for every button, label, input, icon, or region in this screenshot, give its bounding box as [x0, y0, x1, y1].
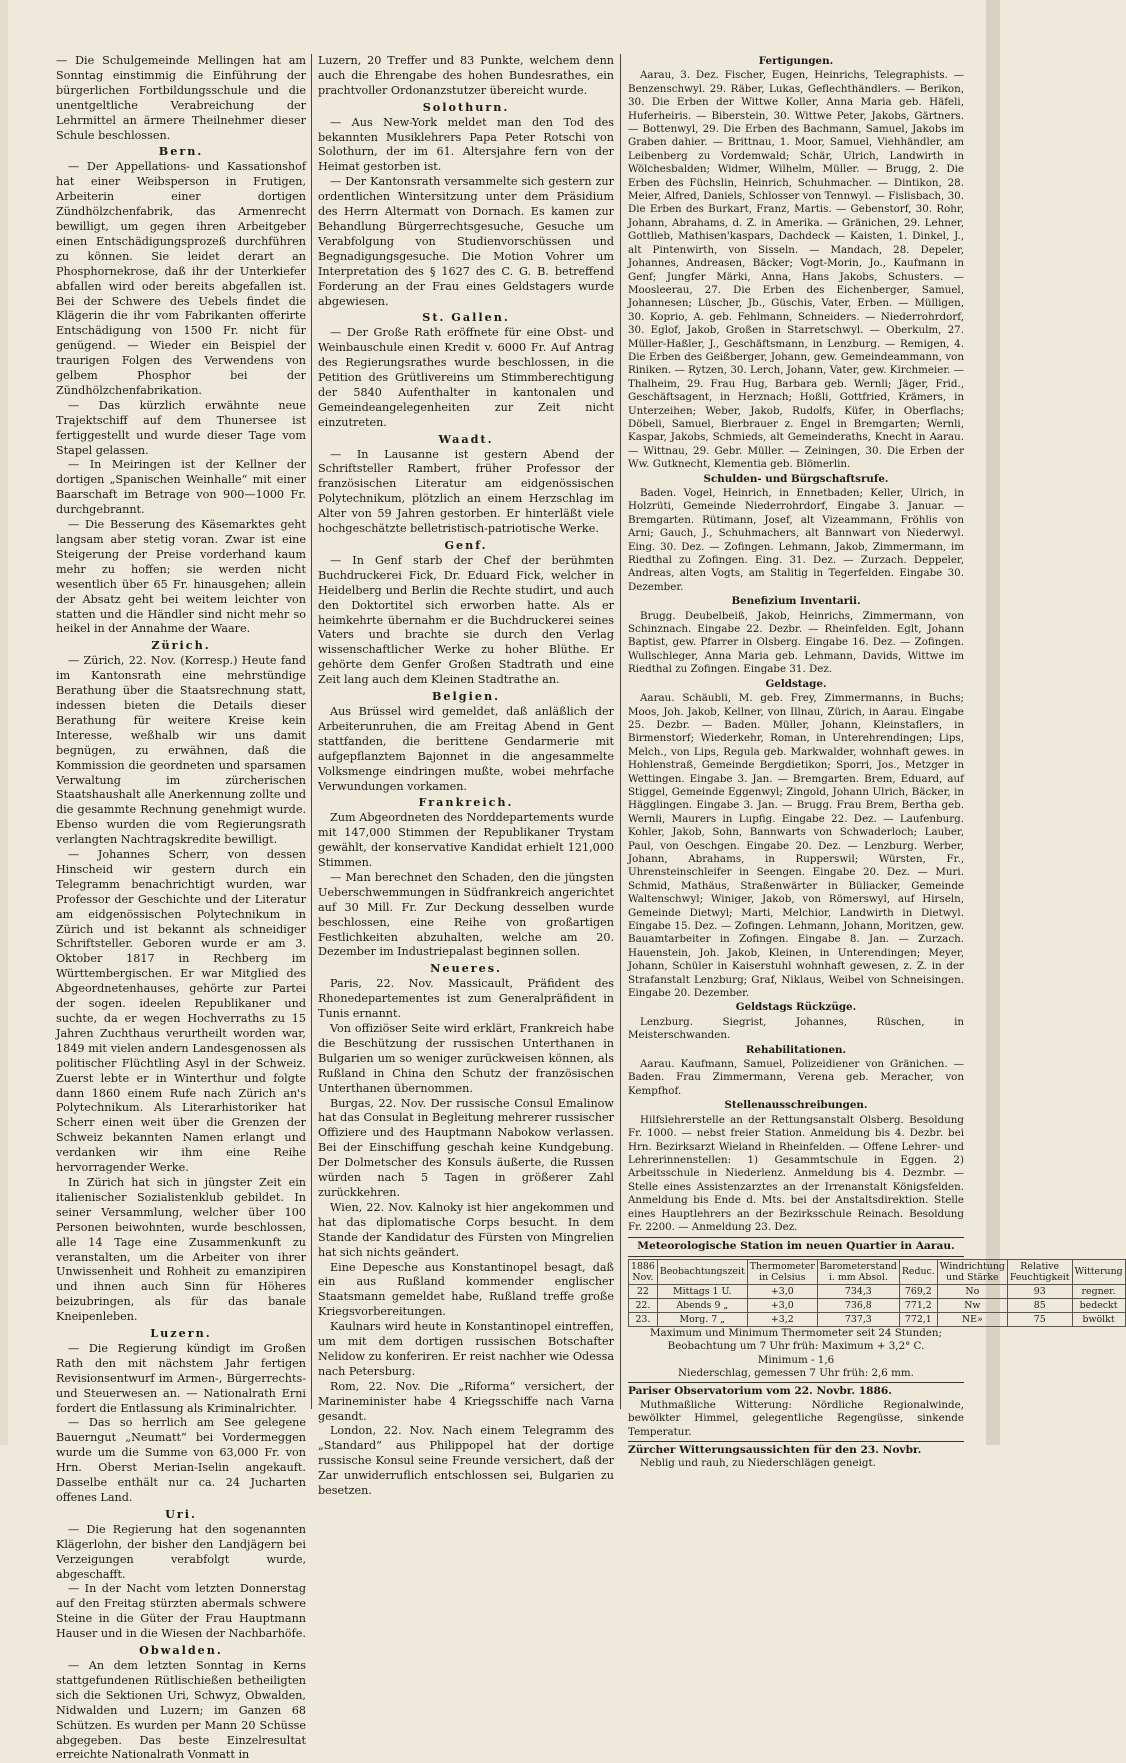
table-row	[629, 1312, 1126, 1326]
article: Luzern, 20 Treffer und 83 Punkte, welchem denn auch die Ehrengabe des hohen Bundesrathes, ein prachtvoller Ordonanzstutzer übereicht wurde.	[318, 54, 614, 97]
article: — Das so herrlich am See gelegene Bauerngut „Neumatt“ bei Vordermeggen wurde um die Summe von 63,000 Fr. von Hrn. Oberst Merian-Iselin angekauft. Dasselbe enthält nur ca. 24 Jucharten offenes Land.	[56, 1416, 306, 1504]
column-rule	[620, 54, 621, 1409]
article: — Man berechnet den Schaden, den die jüngsten Ueberschwemmungen in Südfrankreich angerichtet auf 30 Mill. Fr. Zur Deckung desselben wurde beschlossen, eine Reihe von großartigen Festlichkeiten abzuhalten, welche am 20. Dezember im Industriepalast beginnen sollen.	[318, 870, 614, 959]
weather-table-header	[629, 1259, 1126, 1284]
article: Wien, 22. Nov. Kalnoky ist hier angekommen und hat das diplomatische Corps besucht. In dem Stande der Kandidatur des Fürsten von Mingrelien hat sich nichts geändert.	[318, 1200, 614, 1259]
article: Eine Depesche aus Konstantinopel besagt, daß ein aus Rußland kommender englischer Staatsmann gemeldet habe, Rußland treffe große Kriegsvorbereitungen.	[318, 1260, 614, 1319]
article: Zum Abgeordneten des Norddepartements wurde mit 147,000 Stimmen der Republikaner Trystam gewählt, der konservative Kandidat erhielt 121,000 Stimmen.	[318, 811, 614, 870]
table-row	[629, 1284, 1126, 1298]
weather-note: Beobachtung um 7 Uhr früh: Maximum + 3,2° C.	[667, 1340, 925, 1353]
table-cell: bwölkt	[1072, 1312, 1125, 1326]
header-cell: 1886 Nov.	[629, 1259, 658, 1284]
column-3	[628, 54, 1123, 1471]
column-1	[56, 54, 306, 1763]
header-cell: Barometerstand i. mm Absol.	[817, 1259, 899, 1284]
table-cell: Abends 9 „	[657, 1298, 747, 1312]
article: — In Genf starb der Chef der berühmten Buchdruckerei Fick, Dr. Eduard Fick, welcher in Heidelberg und Berlin die Rechte studirt, und auch den Doktortitel sich erworben hatte. Als er heimkehrte übernahm er die Buchdruckerei seines Vaters und brachte sie durch den Verlag wissenschaftlicher Werke zu hoher Blüthe. Er gehörte dem Genfer Großen Stadtrath und eine Zeit lang auch dem Kleinen Stadtrathe an.	[318, 553, 614, 687]
article: — Aus New-York meldet man den Tod des bekannten Musiklehrers Papa Peter Rotschi von Solothurn, der im 61. Altersjahre fern von der Heimat gestorben ist.	[318, 115, 614, 174]
section-heading-zurich: Zürich.	[151, 638, 211, 653]
notice: Baden. Vogel, Heinrich, in Ennetbaden; Keller, Ulrich, in Holzrüti, Gemeinde Niederrohrdorf, Eingabe 3. Januar. — Bremgarten. Rütimann, Josef, alt Vizeammann, Fröhlis von Arni; Gauch, J., Schuhmachers, alt Bannwart von Niederwyl. Eing. 30. Dez. — Zofingen. Lehmann, Jakob, Zimmermann, im Riedthal zu Zofingen. Eing. 31. Dez. — Zurzach. Deppeler, Andreas, alten Vogts, am Stalitig in Tegerfelden. Eingabe 30. Dezember.	[628, 487, 964, 593]
header-cell: Windrichtung und Stärke	[937, 1259, 1007, 1284]
header-cell: Reduc.	[899, 1259, 937, 1284]
article: In Zürich hat sich in jüngster Zeit ein italienischer Sozialistenklub gebildet. In seiner Versammlung, welcher über 100 Personen beiwohnten, wurde beschlossen, alle 14 Tage eine Zusammenkunft zu veranstalten, um die Arbeiter von ihrer Unwissenheit und Rohheit zu emanzipiren und ihnen auch Sinn für Höheres beizubringen, als für das banale Kneipenleben.	[56, 1175, 306, 1324]
table-cell: 22	[629, 1284, 658, 1298]
page-right-edge	[986, 0, 1000, 1445]
zurich-forecast-title: Zürcher Witterungsaussichten für den 23. Novbr.	[628, 1441, 964, 1457]
section-heading-genf: Genf.	[444, 538, 488, 552]
table-cell: 771,2	[899, 1298, 937, 1312]
section-heading-luzern: Luzern.	[150, 1326, 212, 1341]
section-heading-fertigungen: Fertigungen.	[758, 55, 834, 67]
table-cell: 736,8	[817, 1298, 899, 1312]
article: — In Meiringen ist der Kellner der dortigen „Spanischen Weinhalle“ mit einer Baarschaft im Betrage von 900—1000 Fr. durchgebrannt.	[56, 458, 306, 517]
notice: Aarau. Schäubli, M. geb. Frey, Zimmermanns, in Buchs; Moos, Joh. Jakob, Kellner, von Illnau, Zürich, in Aarau. Eingabe 25. Dezbr. — Baden. Müller, Johann, Kleinstaflers, in Birmenstorf; Wiederkehr, Roman, in Unterehrendingen; Lips, Melch., von Lips, Regula geb. Markwalder, wohnhaft gewes. in Hohlenstraß, Gemeinde Bergdietikon; Sporri, Jos., Metzger in Wettingen. Eingabe 3. Jan. — Bremgarten. Brem, Eduard, auf Stiggel, Gemeinde Eggenwyl; Zingold, Johann Ulrich, Bäcker, in Hägglingen. Eingabe 3. Jan. — Brugg. Frau Brem, Bertha geb. Wernli, Maurers in Lupfig. Eingabe 22. Dez. — Laufenburg. Kohler, Jakob, Sohn, Bannwarts von Schwaderloch; Lauber, Paul, von Oeschgen. Eingabe 20. Dez. — Lenzburg. Werber, Johann, Abrahams, in Rupperswil; Würsten, Fr., Uhrensteinschleifer in Seengen. Eingabe 20. Dez. — Muri. Schmid, Mathäus, Straßenwärter in Büliacker, Gemeinde Waltenschwyl; Winiger, Jakob, von Römerswyl, auf Hirseln, Gemeinde Dietwyl; Marti, Melchior, Landwirth in Dietwyl. Eingabe 15. Dez. — Zofingen. Lehmann, Johann, Moritzen, gew. Bauamtarbeiter in Zofingen. Eingabe 8. Jan. — Zurzach. Hauenstein, Joh. Jakob, Kleinen, in Unterendingen; Meyer, Johann, Schüler in Kaiserstuhl wohnhaft gewesen, z. Z. in der Strafanstalt Lenzburg; Graf, Niklaus, Weibel von Schneisingen. Eingabe 20. Dezember.	[628, 692, 964, 1000]
article: — Die Besserung des Käsemarktes geht langsam aber stetig voran. Zwar ist eine Steigerung der Preise vorderhand kaum mehr zu hoffen; sie werden nicht wesentlich über 65 Fr. hinausgehen; allein der Absatz geht bei weitem leichter von statten und die Händler sind nicht mehr so heikel in der Annahme der Waare.	[56, 518, 306, 636]
header-cell: Thermometer in Celsius	[747, 1259, 817, 1284]
table-cell: 769,2	[899, 1284, 937, 1298]
table-cell: No	[937, 1284, 1007, 1298]
article: Paris, 22. Nov. Massicault, Präfident des Rhonedepartementes ist zum Generalpräfident in Tunis ernannt.	[318, 977, 614, 1021]
article: — Die Regierung hat den sogenannten Klägerlohn, der bisher den Landjägern bei Verzeigungen verabfolgt wurde, abgeschafft.	[56, 1522, 306, 1581]
section-heading-solothurn: Solothurn.	[422, 99, 510, 114]
article: — Der Kantonsrath versammelte sich gestern zur ordentlichen Wintersitzung unter dem Präsidium des Herrn Altermatt von Dornach. Es kamen zur Behandlung Bürgerrechtsgesuche, Gesuche um Verabfolgung von Studienvorschüssen und Begnadigungsgesuche. Die Motion Vohrer um Interpretation des § 1627 des C. G. B. betreffend Forderung an der Frau eines Geldstagers wurde abgewiesen.	[318, 175, 614, 308]
table-cell: 734,3	[817, 1284, 899, 1298]
article: London, 22. Nov. Nach einem Telegramm des „Standard“ aus Philippopel hat der dortige russische Konsul seine Freunde versichert, daß der Zar unwiderruflich entschlossen sei, Bulgarien zu besetzen.	[318, 1424, 614, 1498]
table-cell: 85	[1007, 1298, 1072, 1312]
section-heading-belgien: Belgien.	[431, 689, 501, 704]
table-cell: +3,2	[747, 1312, 817, 1326]
weather-note: Minimum - 1,6	[757, 1353, 835, 1366]
section-heading-uri: Uri.	[165, 1506, 197, 1521]
section-heading-schuldenrufe: Schulden- und Bürgschaftsrufe.	[703, 472, 889, 485]
notice: Aarau. Kaufmann, Samuel, Polizeidiener von Gränichen. — Baden. Frau Zimmermann, Verena geb. Meracher, von Kempfhof.	[628, 1058, 964, 1097]
article: — Die Regierung kündigt im Großen Rath den mit nächstem Jahr fertigen Revisionsentwurf im Armen-, Bürgerrechts- und Steuerwesen an. — Nationalrath Erni fordert die Entlassung als Kriminalrichter.	[56, 1341, 306, 1415]
header-cell: Relative Feuchtigkeit	[1007, 1259, 1072, 1284]
observatory-text: Muthmaßliche Witterung: Nördliche Regionalwinde, bewölkter Himmel, gelegentliche Regengüsse, sinkende Temperatur.	[628, 1398, 964, 1438]
table-cell: bedeckt	[1072, 1298, 1125, 1312]
article: — Der Appellations- und Kassationshof hat einer Weibsperson in Frutigen, Arbeiterin einer dortigen Zündhölzchenfabrik, das Armenrecht bewilligt, um gegen ihren Arbeitgeber einen Entschädigungsprozeß durchführen zu können. Sie leidet derart an Phosphornekrose, daß ihr der Unterkiefer abfallen wird oder bereits abgefallen ist. Bei der Schwere des Uebels findet die Klägerin die ihr vom Fabrikanten offerirte Entschädigung von 1500 Fr. nicht für genügend. — Wieder ein Beispiel der traurigen Folgen des Verwendens von gelbem Phosphor bei der Zündhölzchenfabrikation.	[56, 160, 306, 397]
table-cell: Morg. 7 „	[657, 1312, 747, 1326]
section-heading-obwalden: Obwalden.	[139, 1643, 223, 1658]
section-heading-frankreich: Frankreich.	[418, 795, 514, 810]
table-cell: NE»	[937, 1312, 1007, 1326]
section-heading-waadt: Waadt.	[438, 431, 494, 446]
table-cell: +3,0	[747, 1284, 817, 1298]
section-heading-stellen: Stellenausschreibungen.	[724, 1099, 868, 1112]
table-cell: 772,1	[899, 1312, 937, 1326]
article: — Zürich, 22. Nov. (Korresp.) Heute fand im Kantonsrath eine mehrstündige Berathung über die Staatsrechnung statt, indessen bieten die Details dieser Berathung für weitere Kreise kein Interesse, weßhalb wir uns damit begnügen, zu erwähnen, daß die Kommission die geordneten und sparsamen Verwaltung im zürcherischen Staatshaushalt alle Anerkennung zollte und die gesammte Rechnung genehmigt wurde. Ebenso wurden die vom Regierungsrath verlangten Nachtragskredite bewilligt.	[56, 654, 306, 847]
article: Aus Brüssel wird gemeldet, daß anläßlich der Arbeiterunruhen, die am Freitag Abend in Gent stattfanden, die berittene Gendarmerie mit aufgepflanztem Bajonnet in die angesammelte Volksmenge eindringen mußte, wobei mehrfache Verwundungen vorkamen.	[318, 704, 614, 793]
page-left-edge	[0, 0, 8, 1445]
table-cell: regner.	[1072, 1284, 1125, 1298]
article: Rom, 22. Nov. Die „Riforma“ versichert, der Marineminister habe 4 Kriegsschiffe nach Varna gesandt.	[318, 1379, 614, 1423]
notice: Lenzburg. Siegrist, Johannes, Rüschen, in Meisterschwanden.	[628, 1015, 964, 1042]
table-cell: 75	[1007, 1312, 1072, 1326]
table-cell: 23.	[629, 1312, 658, 1326]
column-rule	[311, 54, 312, 1409]
notice: Hilfslehrerstelle an der Rettungsanstalt Olsberg. Besoldung Fr. 1000. — nebst freier Station. Anmeldung bis 4. Dezbr. bei Hrn. Bezirksarzt Wieland in Rheinfelden. — Offene Lehrer- und Lehrerinnenstellen: 1) Gesammtschule in Eggen. 2) Arbeitsschule in Niederlenz. Anmeldung bis 4. Dezmbr. — Stelle eines Assistenzarztes an der Irrenanstalt Königsfelden. Anmeldung bis Ende d. Mts. bei der Anstaltsdirektion. Stelle eines Hauptlehrers an der Bezirksschule Reinach. Besoldung Fr. 2200. — Anmeldung 23. Dez.	[628, 1113, 964, 1233]
zurich-forecast-text: Neblig und rauh, zu Niederschlägen geneigt.	[640, 1457, 876, 1470]
section-heading-bern: Bern.	[158, 144, 204, 159]
table-cell: Nw	[937, 1298, 1007, 1312]
section-heading-rueckzuege: Geldstags Rückzüge.	[735, 1001, 857, 1014]
article: — An dem letzten Sonntag in Kerns stattgefundenen Rütlischießen betheiligten sich die Sektionen Uri, Schwyz, Obwalden, Nidwalden und Luzern; im Ganzen 68 Schützen. Es wurden per Mann 20 Schüsse abgegeben. Das beste Einzelresultat erreichte Nationalrath Vonmatt in	[56, 1658, 306, 1762]
section-heading-stgallen: St. Gallen.	[422, 310, 510, 325]
article: — Das kürzlich erwähnte neue Trajektschiff auf dem Thunersee ist fertiggestellt und wurde dieser Tage vom Stapel gelassen.	[56, 398, 306, 457]
table-cell: +3,0	[747, 1298, 817, 1312]
weather-note: Maximum und Minimum Thermometer seit 24 Stunden;	[650, 1326, 942, 1339]
weather-note: Niederschlag, gemessen 7 Uhr früh: 2,6 mm.	[678, 1366, 914, 1379]
newspaper-page	[56, 54, 1123, 1762]
column-2	[318, 54, 614, 1499]
article: — Johannes Scherr, von dessen Hinscheid wir gestern durch ein Telegramm benachrichtigt wurden, war Professor der Geschichte und der Literatur am eidgenössischen Polytechnikum in Zürich und ist bekannt als schneidiger Schriftsteller. Geboren wurde er am 3. Oktober 1817 in Rechberg im Württembergischen. Er war Mitglied des Abgeordnetenhauses, gehörte zur Partei der sogen. ideelen Republikaner und suchte, da er wegen Hochverraths zu 15 Jahren Zuchthaus verurtheilt worden war, 1849 mit vielen andern Landesgenossen als politischer Flüchtling Asyl in der Schweiz. Zuerst lebte er in Winterthur und folgte dann 1860 einem Rufe nach Zürich an's Polytechnikum. Als Literarhistoriker hat Scherr einen weit über die Grenzen der Schweiz bekannten Namen erlangt und verdanken wir ihm eine Reihe hervorragender Werke.	[56, 848, 306, 1175]
article: Von offiziöser Seite wird erklärt, Frankreich habe die Beschützung der russischen Unterthanen in Bulgarien um so weniger zurückweisen können, als Rußland in China den Schutz der französischen Unterthanen übernommen.	[318, 1022, 614, 1095]
article: Kaulnars wird heute in Konstantinopel eintreffen, um mit dem dortigen russischen Botschafter Nelidow zu konferiren. Er reist nachher wie Odessa nach Petersburg.	[318, 1320, 614, 1378]
article: Burgas, 22. Nov. Der russische Consul Emalinow hat das Consulat in Begleitung mehrerer russischer Offiziere und des Hauptmann Nabokow verlassen. Bei der Einschiffung geschah keine Kundgebung. Der Dolmetscher des Konsuls äußerte, die Russen würden nach 5 Tagen in größerer Zahl zurückkehren.	[318, 1096, 614, 1199]
table-cell: Mittags 1 U.	[657, 1284, 747, 1298]
article: — In Lausanne ist gestern Abend der Schriftsteller Rambert, früher Professor der französischen Literatur am eidgenössischen Polytechnikum, plötzlich an einem Herzschlag im Alter von 59 Jahren gestorben. Er hinterläßt viele hochgeschätzte belletristisch-patriotische Werke.	[318, 447, 614, 536]
notice: Brugg. Deubelbeiß, Jakob, Heinrichs, Zimmermann, von Schinznach. Eingabe 22. Dezbr. — Rheinfelden. Eglt, Johann Baptist, gew. Pfarrer in Olsberg. Eingabe 16. Dez. — Zofingen. Wullschleger, Anna Maria geb. Lehmann, Davids, Wittwe im Riedthal zu Zofingen. Eingabe 31. Dez.	[628, 609, 964, 676]
notice: Aarau, 3. Dez. Fischer, Eugen, Heinrichs, Telegraphists. — Benzenschwyl. 29. Räber, Lukas, Geflechthändlers. — Berikon, 30. Die Erben der Wittwe Koller, Anna Maria geb. Häfeli, Huferheiris. — Biberstein, 30. Wittwe Peter, Jakobs, Gärtners. — Bottenwyl, 29. Die Erben des Bachmann, Samuel, Jakobs im Graben dahier. — Brittnau, 1. Moor, Samuel, Viehhändler, am Leibenberg zu Vordemwald; Schär, Ulrich, Landwirth in Wölchesbalden; Widmer, Wilhelm, Müller. — Brugg, 2. Die Erben des Füchslin, Heinrich, Schuhmacher. — Dintikon, 28. Meier, Alfred, Daniels, Schlosser von Tennwyl. — Fislisbach, 30. Die Erben des Burkart, Franz, Martis. — Gebenstorf, 30. Rohr, Johann, Abrahams, d. Z. in Amerika. — Gränichen, 29. Lehner, Gottlieb, Mathisen'kaspars, Dachdeck — Kaisten, 1. Dinkel, J., alt Pintenwirth, von Sisseln. — Mandach, 28. Depeler, Johannes, Andreasen, Bäcker; Vogt-Morin, Jo., Kaufmann in Genf; Jungfer Märki, Anna, Hans Jakobs, Schusters. — Moosleerau, 27. Die Erben des Eichenberger, Samuel, Johannesen; Lüscher, Jb., Güschis, Vater, Erben. — Mülligen, 30. Koprio, A. geb. Fehlmann, Schneiders. — Niederrohrdorf, 30. Eglof, Jakob, Großen in Starretschwyl. — Oberkulm, 27. Müller-Haßler, J., Geschäftsmann, in Lenzburg. — Remigen, 4. Die Erben des Geißberger, Johann, gew. Gemeindeammann, von Riniken. — Rytzen, 30. Lerch, Johann, Vater, gew. Kirchmeier. — Thalheim, 29. Frau Hug, Barbara geb. Wernli; Jäger, Frid., Geschäftsagent, in Herznach; Hoßli, Gottfried, Krämers, in Unterzeihen; Weber, Jakob, Rudolfs, Küfer, in Oberflachs; Döbeli, Samuel, Bierbrauer z. Engel in Bremgarten; Wernli, Kaspar, Jakobs, Schmieds, alt Gemeinderaths, Knecht in Aarau. — Wittnau, 29. Gebr. Müller. — Zeiningen, 30. Die Erben der Ww. Gutknecht, Klementia geb. Blömerlin.	[628, 69, 964, 471]
weather-table	[628, 1259, 1126, 1327]
table-cell: 93	[1007, 1284, 1072, 1298]
article: — Die Schulgemeinde Mellingen hat am Sonntag einstimmig die Einführung der bürgerlichen Fortbildungsschule und die unentgeltliche Verabreichung der Lehrmittel an ärmere Theilnehmer dieser Schule beschlossen.	[56, 54, 306, 142]
section-heading-neueres: Neueres.	[430, 961, 502, 976]
table-cell: 737,3	[817, 1312, 899, 1326]
section-heading-rehabilitationen: Rehabilitationen.	[745, 1043, 847, 1056]
article: — In der Nacht vom letzten Donnerstag auf den Freitag stürzten abermals schwere Steine in die Güter der Frau Hauptmann Hauser und in die Wiesen der Nachbarhöfe.	[56, 1582, 306, 1641]
observatory-title: Pariser Observatorium vom 22. Novbr. 1886.	[628, 1382, 964, 1398]
section-heading-benefizium: Benefizium Inventarii.	[731, 595, 861, 608]
table-row	[629, 1298, 1126, 1312]
header-cell: Beobachtungszeit	[657, 1259, 747, 1284]
header-cell: Witterung	[1072, 1259, 1125, 1284]
section-heading-geldstage: Geldstage.	[765, 677, 827, 690]
article: — Der Große Rath eröffnete für eine Obst- und Weinbauschule einen Kredit v. 6000 Fr. Auf Antrag des Regierungsrathes wurde beschlossen, in die Petition des Grütlivereins um Stimmberechtigung der 5840 Aufenthalter in kantonalen und Gemeindeangelegenheiten zur Zeit nicht einzutreten.	[318, 326, 614, 429]
weather-station-title: Meteorologische Station im neuen Quartier in Aarau.	[628, 1237, 964, 1256]
table-cell: 22.	[629, 1298, 658, 1312]
